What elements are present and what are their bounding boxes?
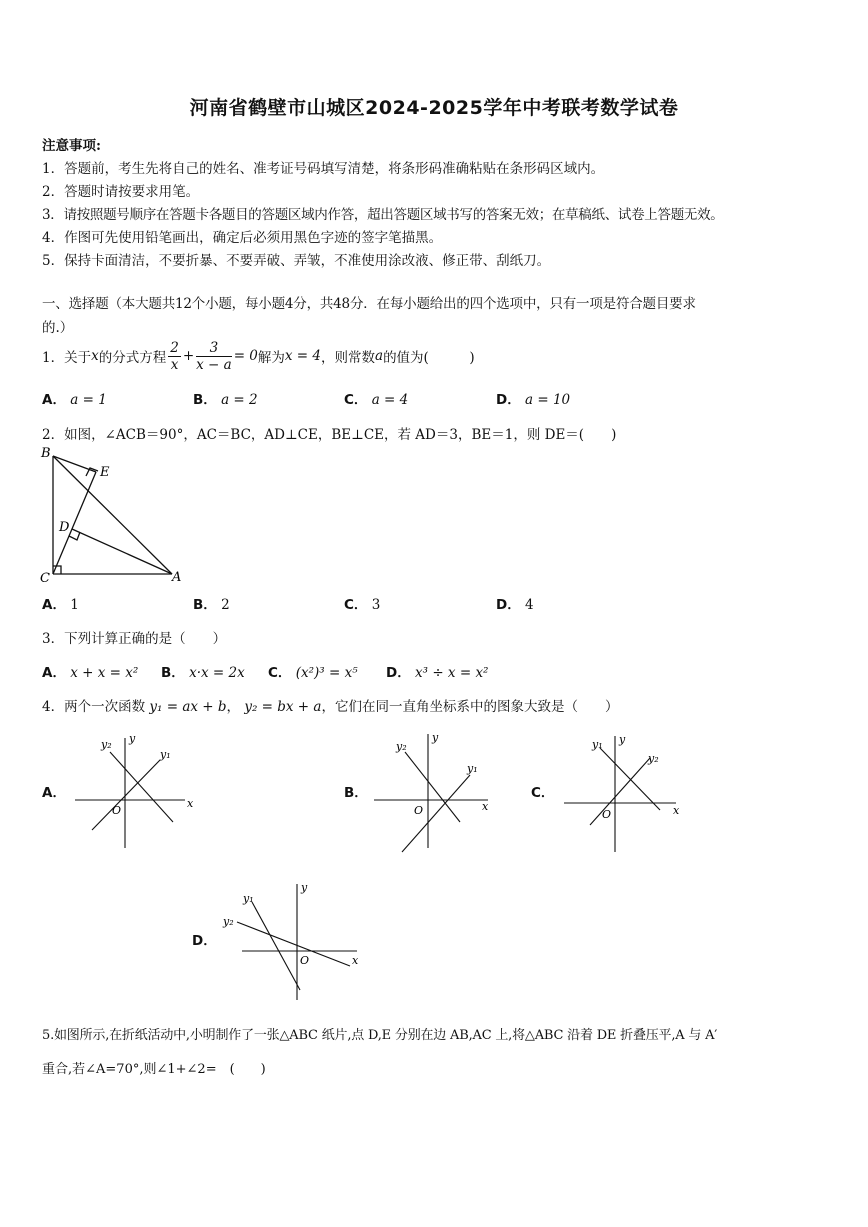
- origin-o: O: [300, 954, 310, 967]
- origin-o: O: [414, 804, 424, 817]
- origin-o: O: [112, 804, 122, 817]
- q1-option-c[interactable]: [344, 388, 408, 408]
- q4-tail: ，它们在同一直角坐标系中的图象大致是（ ）: [321, 699, 619, 715]
- option-text: a = 1: [70, 392, 107, 408]
- notice-item: 3．请按照题号顺序在答题卡各题目的答题区域内作答，超出答题区域书写的答案无效；在草稿纸、试卷上答题无效。: [42, 207, 724, 223]
- axis-y: y: [432, 731, 439, 744]
- axis-y: y: [301, 881, 308, 894]
- section-heading: 一、选择题（本大题共12个小题，每小题4分，共48分．在每小题给出的四个选项中，只有一项是符合题目要求: [42, 296, 696, 312]
- label-y2: y₂: [396, 740, 407, 753]
- option-label: A．: [42, 665, 66, 681]
- option-text: 1: [70, 597, 79, 613]
- q1-var-a: a: [375, 348, 384, 364]
- option-text: a = 4: [371, 392, 409, 408]
- option-text: x³ ÷ x = x²: [415, 665, 489, 681]
- q2-option-c[interactable]: [344, 593, 380, 613]
- q3-option-d[interactable]: [386, 661, 488, 681]
- axis-x: x: [482, 800, 489, 813]
- q1-frac1-den: x: [170, 356, 179, 373]
- option-label: D．: [496, 392, 521, 408]
- option-text: x + x = x²: [70, 665, 139, 681]
- q4-prefix: 4．两个一次函数: [42, 699, 146, 715]
- label-y2: y₂: [648, 752, 659, 765]
- label-a: A: [172, 570, 182, 585]
- q1-tail: 的值为( ): [383, 350, 475, 366]
- label-y1: y₁: [160, 748, 171, 761]
- option-label: D．: [192, 933, 217, 949]
- notice-item: 4．作图可先使用铅笔画出，确定后必须用黑色字迹的签字笔描黑。: [42, 230, 443, 246]
- option-label: A．: [42, 597, 66, 613]
- line-y1: [252, 902, 300, 990]
- axis-x: x: [352, 954, 359, 967]
- q2-option-a[interactable]: [42, 593, 79, 613]
- q1-equals: = 0: [233, 348, 258, 364]
- q4-option-a-label[interactable]: [42, 781, 66, 801]
- option-text: a = 2: [221, 392, 258, 408]
- axis-x: x: [187, 797, 194, 810]
- q1-mid1: 的分式方程: [98, 350, 167, 366]
- notice-item: 2．答题时请按要求用笔。: [42, 184, 200, 200]
- q1-frac2-den: x − a: [196, 356, 232, 373]
- label-y1: y₁: [243, 892, 254, 905]
- q4-function-1: y₁ = ax + b: [149, 699, 227, 715]
- option-label: B．: [193, 392, 217, 408]
- q4-option-b-label[interactable]: [344, 781, 368, 801]
- option-label: B．: [161, 665, 185, 681]
- q1-fraction-1: [168, 340, 181, 373]
- q2-option-d[interactable]: [496, 593, 534, 613]
- q3-option-b[interactable]: [161, 661, 245, 681]
- q3-option-a[interactable]: [42, 661, 138, 681]
- q2-option-b[interactable]: [193, 593, 230, 613]
- option-label: C．: [344, 392, 368, 408]
- option-label: A．: [42, 392, 66, 408]
- q1-mid3: ，则常数: [321, 350, 375, 366]
- option-label: D．: [496, 597, 521, 613]
- option-label: B．: [344, 785, 368, 801]
- axis-y: y: [129, 732, 136, 745]
- label-d: D: [59, 520, 70, 535]
- q4-sep: ，: [226, 699, 241, 715]
- question-3: 3．下列计算正确的是（ ）: [42, 631, 227, 647]
- section-heading-cont: 的.）: [42, 320, 74, 336]
- q3-option-c[interactable]: [268, 661, 358, 681]
- axis-x: x: [673, 804, 680, 817]
- option-text: x·x = 2x: [189, 665, 245, 681]
- q1-fraction-2: [196, 340, 232, 373]
- notice-item: 1．答题前，考生先将自己的姓名、准考证号码填写清楚，将条形码准确粘贴在条形码区域内。: [42, 161, 605, 177]
- q4-option-d-label[interactable]: [192, 929, 217, 949]
- q1-frac1-num: 2: [170, 339, 179, 356]
- axis-y: y: [619, 733, 626, 746]
- page-title: 河南省鹤壁市山城区2024-2025学年中考联考数学试卷: [189, 97, 679, 119]
- question-4: [42, 695, 618, 715]
- q1-frac2-num: 3: [196, 340, 232, 357]
- notice-heading: 注意事项:: [42, 138, 101, 154]
- option-text: 4: [525, 597, 534, 613]
- q4-graph-b[interactable]: [370, 730, 498, 855]
- q4-option-c-label[interactable]: [531, 781, 554, 801]
- label-y2: y₂: [101, 738, 112, 751]
- label-c: C: [40, 571, 50, 586]
- option-label: C．: [268, 665, 292, 681]
- side-ab: [53, 456, 172, 574]
- option-text: (x²)³ = x⁵: [295, 665, 358, 681]
- q1-plus: +: [182, 348, 195, 364]
- q2-triangle-figure: [36, 442, 186, 587]
- option-text: 3: [371, 597, 381, 613]
- q1-option-b[interactable]: [193, 388, 258, 408]
- question-5-cont: 重合,若∠A=70°,则∠1+∠2= ( ): [42, 1062, 266, 1077]
- line-ad: [72, 529, 172, 574]
- label-y2: y₂: [223, 915, 234, 928]
- origin-o: O: [602, 808, 612, 821]
- line-y1: [402, 775, 470, 852]
- q1-mid2: 解为: [257, 350, 285, 366]
- label-e: E: [100, 465, 110, 480]
- label-y1: y₁: [592, 738, 603, 751]
- notice-item: 5．保持卡面清洁，不要折暴、不要弄破、弄皱，不准使用涂改液、修正带、刮纸刀。: [42, 253, 551, 269]
- option-label: C．: [344, 597, 368, 613]
- option-label: A．: [42, 785, 66, 801]
- label-y1: y₁: [467, 762, 478, 775]
- option-text: 2: [221, 597, 230, 613]
- option-label: C．: [531, 785, 555, 801]
- q4-graph-d[interactable]: [222, 880, 367, 1002]
- question-2: 2．如图，∠ACB＝90°，AC＝BC，AD⊥CE，BE⊥CE，若 AD＝3，BE＝1，则 DE＝( ): [42, 427, 617, 443]
- q4-function-2: y₂ = bx + a: [244, 699, 322, 715]
- option-text: a = 10: [525, 392, 571, 408]
- line-y2: [237, 922, 350, 966]
- q1-prefix: 1．关于: [42, 350, 92, 366]
- option-label: B．: [193, 597, 217, 613]
- q1-solution: x = 4: [284, 348, 321, 364]
- q4-graph-c[interactable]: [560, 730, 685, 855]
- label-b: B: [41, 446, 51, 461]
- q1-option-d[interactable]: [496, 388, 570, 408]
- q1-option-a[interactable]: [42, 388, 107, 408]
- q1-var-x: x: [91, 348, 99, 364]
- option-label: D．: [386, 665, 411, 681]
- question-1: [42, 336, 475, 376]
- question-5: 5.如图所示,在折纸活动中,小明制作了一张△ABC 纸片,点 D,E 分别在边 AB,AC 上,将△ABC 沿着 DE 折叠压平,A 与 A′: [42, 1028, 718, 1043]
- q4-graph-a[interactable]: [70, 730, 195, 850]
